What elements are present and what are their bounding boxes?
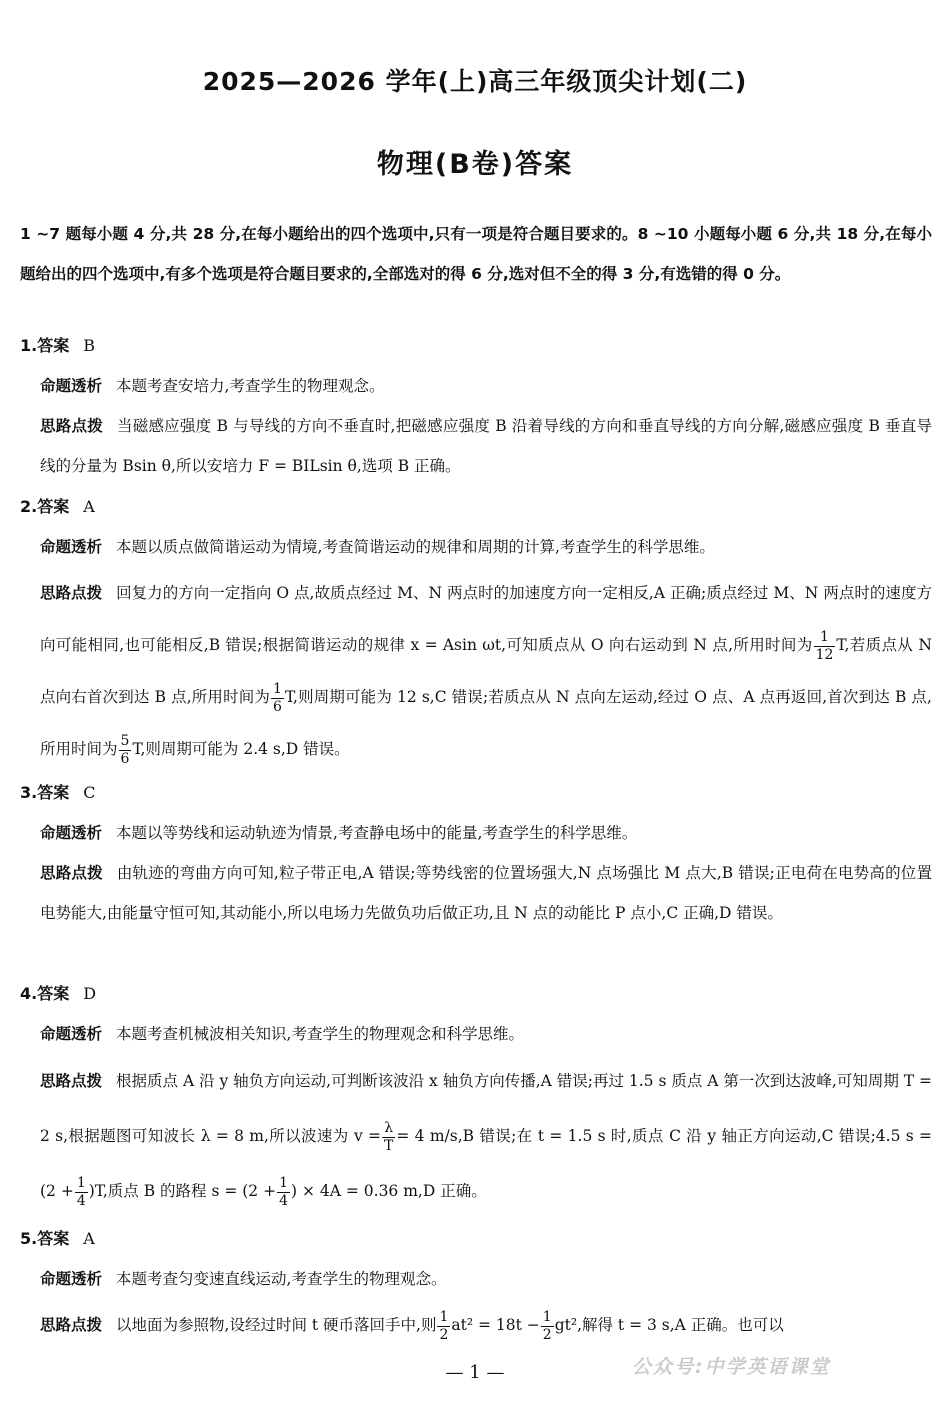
question-2 — [20, 487, 932, 775]
answer-value: A — [83, 497, 95, 516]
hint-label: 思路点拨 — [40, 584, 103, 602]
focus-row — [20, 1259, 932, 1299]
answer-label: 答案 — [37, 336, 70, 355]
hint-text: = 4 m/s,B 错误;在 t = 1.5 s 时,质点 C 沿 y 轴正方向运动,C 错误;4.5 s = (2 + — [40, 1127, 932, 1200]
question-number: 2. — [20, 497, 38, 516]
focus-label: 命题透析 — [40, 824, 103, 842]
answer-value: B — [83, 336, 95, 355]
fraction: $\frac{1}{2}$ — [439, 1308, 449, 1343]
focus-text: 本题以等势线和运动轨迹为情景,考查静电场中的能量,考查学生的科学思维。 — [116, 824, 638, 842]
focus-row — [20, 1014, 932, 1054]
focus-text: 本题考查匀变速直线运动,考查学生的物理观念。 — [116, 1270, 447, 1288]
question-header — [20, 487, 932, 527]
focus-label: 命题透析 — [40, 538, 103, 556]
fraction: $\frac{5}{6}$ — [120, 732, 130, 767]
hint-label: 思路点拨 — [40, 417, 103, 435]
scoring-instructions: 1 ~7 题每小题 4 分,共 28 分,在每小题给出的四个选项中,只有一项是符合题目要求的。8 ~10 小题每小题 6 分,共 18 分,在每小题给出的四个选项中,有多个选项是符合题目要求的,全部选对的得 6 分,选对但不全的得 3 分,有选错的得 0 分。 — [20, 225, 932, 283]
question-5 — [20, 1219, 932, 1351]
hint-text: ) × 4A = 0.36 m,D 正确。 — [291, 1182, 487, 1200]
hint-text: 根据质点 A 沿 y 轴负方向运动,可判断该波沿 x 轴负方向传播,A 错误;再过 1.5 s 质点 A 第一次到达波峰,可知周期 T = 2 s,根据题图可知波长 λ = 8 m,所以波速为 v = — [40, 1072, 933, 1145]
hint-text: )T,质点 B 的路程 s = (2 + — [88, 1182, 277, 1200]
focus-row — [20, 527, 932, 567]
hint-text: at² = 18t − — [451, 1316, 540, 1334]
hint-text: 以地面为参照物,设经过时间 t 硬币落回手中,则 — [116, 1316, 437, 1334]
hint-label: 思路点拨 — [40, 864, 103, 882]
question-header — [20, 974, 932, 1014]
hint-text: 回复力的方向一定指向 O 点,故质点经过 M、N 两点时的加速度方向一定相反,A 正确;质点经过 M、N 两点时的速度方向可能相同,也可能相反,B 错误;根据简谐运动的规律 x = Asin ωt,可知质点从 O 向右运动到 N 点,所用时间为 — [40, 584, 932, 654]
hint-row — [20, 406, 932, 486]
page-number: — 1 — — [445, 1362, 505, 1383]
fraction: $\frac{1}{4}$ — [279, 1174, 288, 1209]
hint-label: 思路点拨 — [40, 1316, 103, 1334]
answer-label: 答案 — [37, 984, 70, 1003]
focus-label: 命题透析 — [40, 377, 103, 395]
question-1 — [20, 326, 932, 486]
focus-text: 本题以质点做简谐运动为情境,考查简谐运动的规律和周期的计算,考查学生的科学思维。 — [116, 538, 715, 556]
answer-value: D — [83, 984, 97, 1003]
question-header — [20, 326, 932, 366]
question-number: 3. — [20, 783, 38, 802]
fraction: $\frac{1}{4}$ — [76, 1174, 86, 1209]
fraction: $\frac{1}{2}$ — [542, 1308, 552, 1343]
question-3 — [20, 773, 932, 933]
hint-text: 当磁感应强度 B 与导线的方向不垂直时,把磁感应强度 B 沿着导线的方向和垂直导线的方向分解,磁感应强度 B 垂直导线的分量为 Bsin θ,所以安培力 F = BILsin θ,选项 B 正确。 — [40, 417, 932, 475]
watermark: 公众号:中学英语课堂 — [632, 1356, 831, 1378]
fraction: $\frac{\lambda}{T}$ — [384, 1119, 394, 1154]
answer-value: A — [83, 1229, 95, 1248]
focus-label: 命题透析 — [40, 1270, 103, 1288]
focus-row — [20, 813, 932, 853]
hint-text: gt²,解得 t = 3 s,A 正确。也可以 — [554, 1316, 784, 1334]
hint-text: T,则周期可能为 2.4 s,D 错误。 — [132, 740, 350, 758]
question-number: 5. — [20, 1229, 38, 1248]
hint-row — [20, 1299, 932, 1351]
hint-row — [20, 1054, 932, 1219]
hint-row — [20, 567, 932, 775]
hint-text: 由轨迹的弯曲方向可知,粒子带正电,A 错误;等势线密的位置场强大,N 点场强比 M 点大,B 错误;正电荷在电势高的位置电势能大,由能量守恒可知,其动能小,所以电场力先做负功后做正功,且 N 点的动能比 P 点小,C 正确,D 错误。 — [40, 864, 932, 922]
answer-title: 物理(B卷)答案 — [376, 149, 574, 180]
fraction: $\frac{1}{12}$ — [815, 628, 834, 663]
question-number: 1. — [20, 336, 38, 355]
question-header — [20, 773, 932, 813]
focus-row — [20, 366, 932, 406]
answer-label: 答案 — [37, 783, 70, 802]
focus-label: 命题透析 — [40, 1025, 103, 1043]
question-number: 4. — [20, 984, 38, 1003]
focus-text: 本题考查机械波相关知识,考查学生的物理观念和科学思维。 — [116, 1025, 524, 1043]
hint-row — [20, 853, 932, 933]
fraction: $\frac{1}{6}$ — [273, 680, 282, 715]
exam-title: 2025—2026 学年(上)高三年级顶尖计划(二) — [202, 67, 748, 96]
hint-text: T,若质点从 N 点向右首次到达 B 点,所用时间为 — [40, 636, 932, 706]
answer-label: 答案 — [37, 497, 70, 516]
answer-value: C — [83, 783, 96, 802]
hint-label: 思路点拨 — [40, 1072, 103, 1090]
focus-text: 本题考查安培力,考查学生的物理观念。 — [116, 377, 385, 395]
hint-text: T,则周期可能为 12 s,C 错误;若质点从 N 点向左运动,经过 O 点、A 点再返回,首次到达 B 点,所用时间为 — [40, 688, 932, 758]
answer-label: 答案 — [37, 1229, 70, 1248]
question-4 — [20, 974, 932, 1219]
question-header — [20, 1219, 932, 1259]
